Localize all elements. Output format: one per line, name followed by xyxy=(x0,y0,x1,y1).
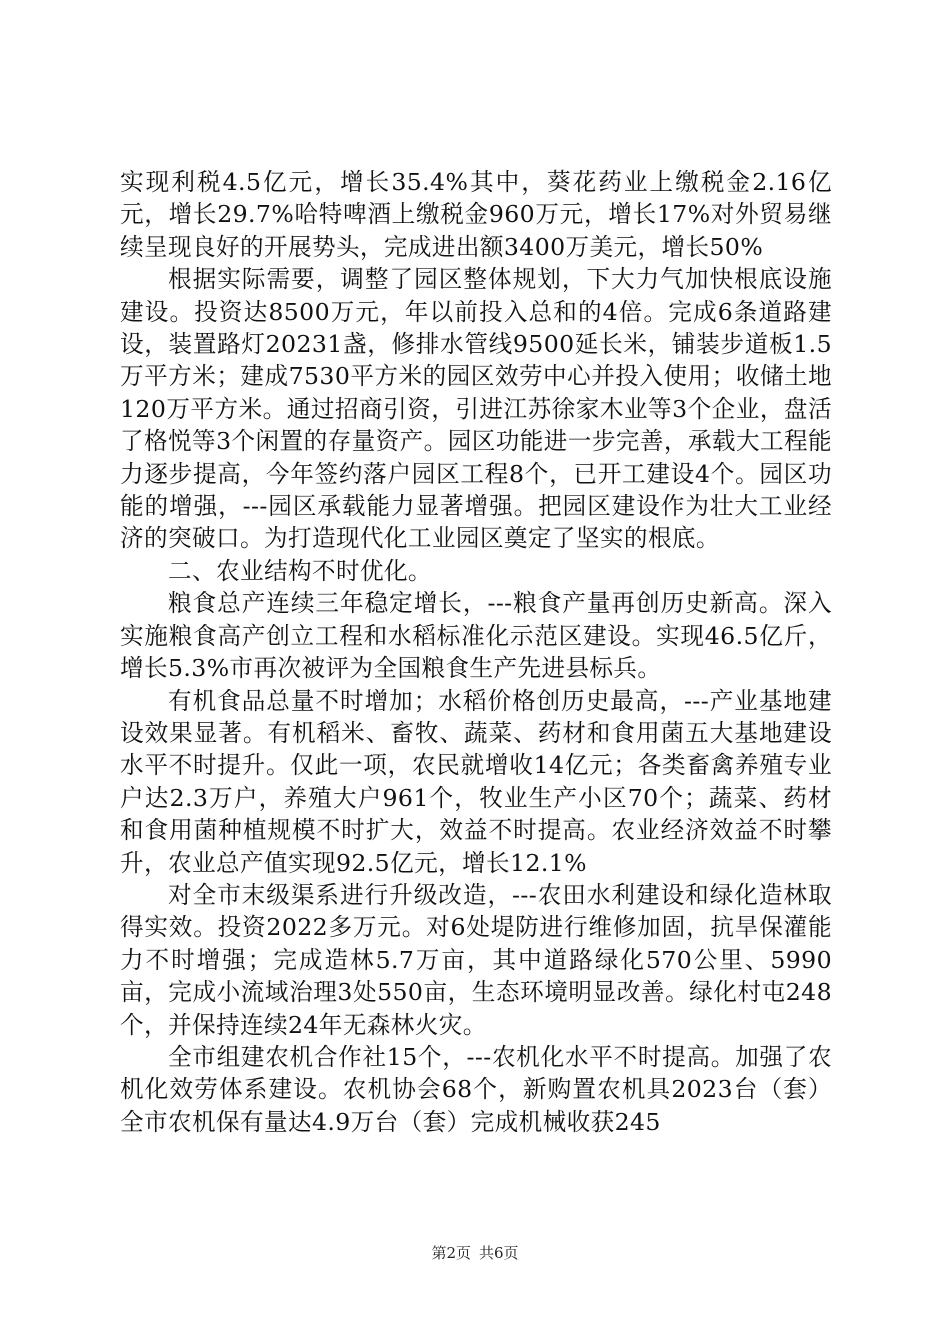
document-body xyxy=(120,166,832,1138)
paragraph: 全市组建农机合作社15个，---农机化水平不时提高。加强了农机化效劳体系建设。农机协会68个，新购置农机具2023台（套）全市农机保有量达4.9万台（套）完成机械收获245 xyxy=(120,1042,832,1136)
paragraph: 有机食品总量不时增加；水稻价格创历史最高，---产业基地建设效果显著。有机稻米、畜牧、蔬菜、药材和食用菌五大基地建设水平不时提升。仅此一项，农民就增收14亿元；各类畜禽养殖专业户达2.3万户，养殖大户961个，牧业生产小区70个；蔬菜、药材和食用菌种植规模不时扩大，效益不时提高。农业经济效益不时攀升，农业总产值实现92.5亿元，增长12.1% xyxy=(120,686,832,877)
section-heading: 二、农业结构不时优化。 xyxy=(168,556,432,585)
paragraph: 实现利税4.5亿元，增长35.4%其中，葵花药业上缴税金2.16亿元，增长29.7%哈特啤酒上缴税金960万元，增长17%对外贸易继续呈现良好的开展势头，完成进出额3400万美元，增长50% xyxy=(120,168,832,261)
page-number: 第2页 xyxy=(431,1244,471,1262)
paragraph: 对全市末级渠系进行升级改造，---农田水利建设和绿化造林取得实效。投资2022多万元。对6处堤防进行维修加固，抗旱保灌能力不时增强；完成造林5.7万亩，其中道路绿化570公里、5990亩，完成小流域治理3处550亩，生态环境明显改善。绿化村屯248个，并保持连续24年无森林火灾。 xyxy=(120,880,832,1039)
paragraph: 粮食总产连续三年稳定增长，---粮食产量再创历史新高。深入实施粮食高产创立工程和水稻标准化示范区建设。实现46.5亿斤，增长5.3%市再次被评为全国粮食生产先进县标兵。 xyxy=(120,589,832,683)
page-footer xyxy=(0,1243,950,1263)
total-pages: 共6页 xyxy=(479,1244,519,1262)
paragraph: 根据实际需要，调整了园区整体规划，下大力气加快根底设施建设。投资达8500万元，年以前投入总和的4倍。完成6条道路建设，装置路灯20231盏，修排水管线9500延长米，铺装步道板1.5万平方米；建成7530平方米的园区效劳中心并投入使用；收储土地120万平方米。通过招商引资，引进江苏徐家木业等3个企业，盘活了格悦等3个闲置的存量资产。园区功能进一步完善，承载大工程能力逐步提高，今年签约落户园区工程8个，已开工建设4个。园区功能的增强，---园区承载能力显著增强。把园区建设作为壮大工业经济的突破口。为打造现代化工业园区奠定了坚实的根底。 xyxy=(120,265,832,553)
